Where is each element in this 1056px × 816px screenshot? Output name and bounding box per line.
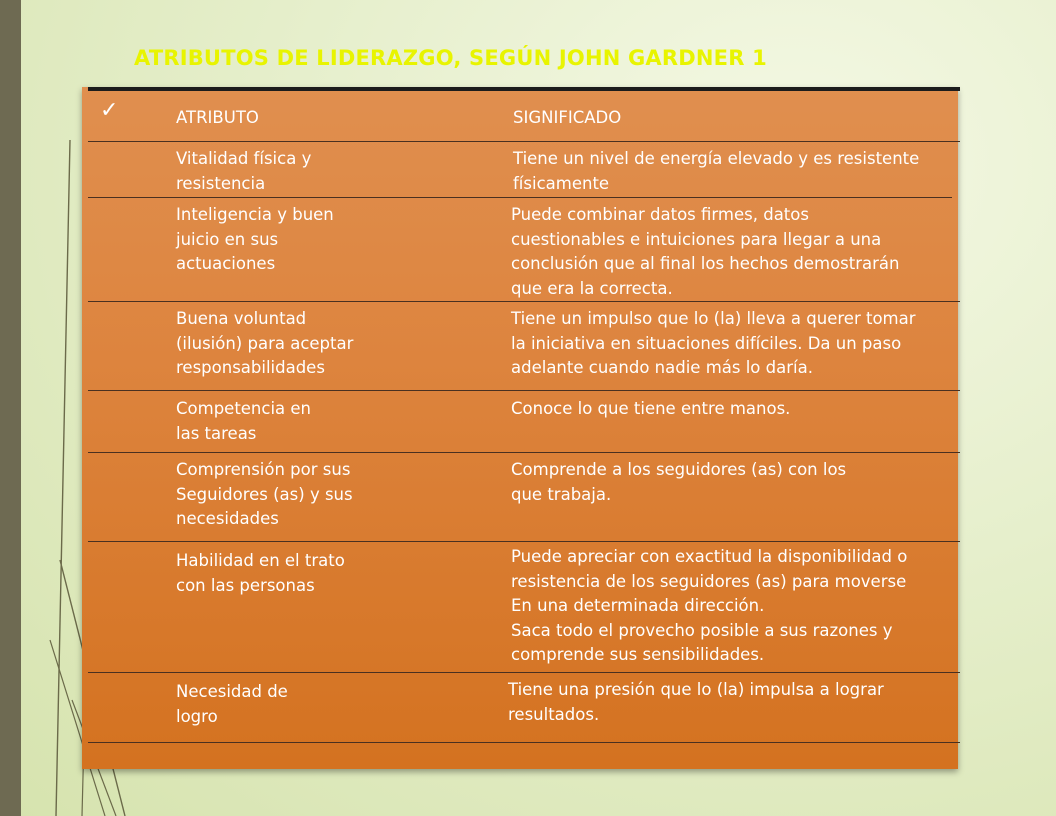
row-1-meaning: Tiene un nivel de energía elevado y es resistente físicamente bbox=[513, 149, 920, 193]
row-3-attribute: Buena voluntad (ilusión) para aceptar responsabilidades bbox=[176, 309, 354, 377]
row-6-attribute: Habilidad en el trato con las personas bbox=[176, 551, 345, 595]
row-divider bbox=[88, 452, 960, 453]
table-top-border bbox=[88, 87, 960, 91]
row-4-attribute: Competencia en las tareas bbox=[176, 399, 312, 443]
row-7-meaning: Tiene una presión que lo (la) impulsa a lograr resultados. bbox=[508, 680, 884, 724]
row-3-meaning: Tiene un impulso que lo (la) lleva a querer tomar la iniciativa en situaciones difíciles. Da un paso adelante cuando nadie más lo daría. bbox=[511, 309, 916, 377]
row-divider bbox=[88, 390, 960, 391]
left-decorative-bar bbox=[0, 0, 21, 816]
page-title: ATRIBUTOS DE LIDERAZGO, SEGÚN JOHN GARDNER 1 bbox=[134, 46, 767, 70]
row-divider bbox=[88, 541, 960, 542]
check-icon: ✓ bbox=[100, 98, 119, 123]
row-4-meaning: Conoce lo que tiene entre manos. bbox=[511, 399, 791, 418]
header-meaning: SIGNIFICADO bbox=[513, 108, 622, 127]
row-2-attribute: Inteligencia y buen juicio en sus actuaciones bbox=[176, 205, 334, 273]
row-divider bbox=[88, 301, 960, 302]
row-5-meaning: Comprende a los seguidores (as) con los que trabaja. bbox=[511, 460, 847, 504]
row-divider bbox=[88, 672, 960, 673]
row-2-meaning: Puede combinar datos firmes, datos cuestionables e intuiciones para llegar a una conclusión que al final los hechos demostrarán que era la correcta. bbox=[511, 205, 900, 298]
header-attribute: ATRIBUTO bbox=[176, 108, 259, 127]
row-6-meaning: Puede apreciar con exactitud la disponibilidad o resistencia de los seguidores (as) para moverse En una determinada dirección. Saca todo el provecho posible a sus razones y comprende sus sensibilidades. bbox=[511, 547, 908, 664]
row-divider bbox=[88, 197, 952, 198]
row-7-attribute: Necesidad de logro bbox=[176, 682, 288, 726]
table-bottom-border bbox=[88, 742, 960, 743]
row-5-attribute: Comprensión por sus Seguidores (as) y sus necesidades bbox=[176, 460, 353, 528]
row-divider bbox=[88, 141, 960, 142]
row-1-attribute: Vitalidad física y resistencia bbox=[176, 149, 312, 193]
